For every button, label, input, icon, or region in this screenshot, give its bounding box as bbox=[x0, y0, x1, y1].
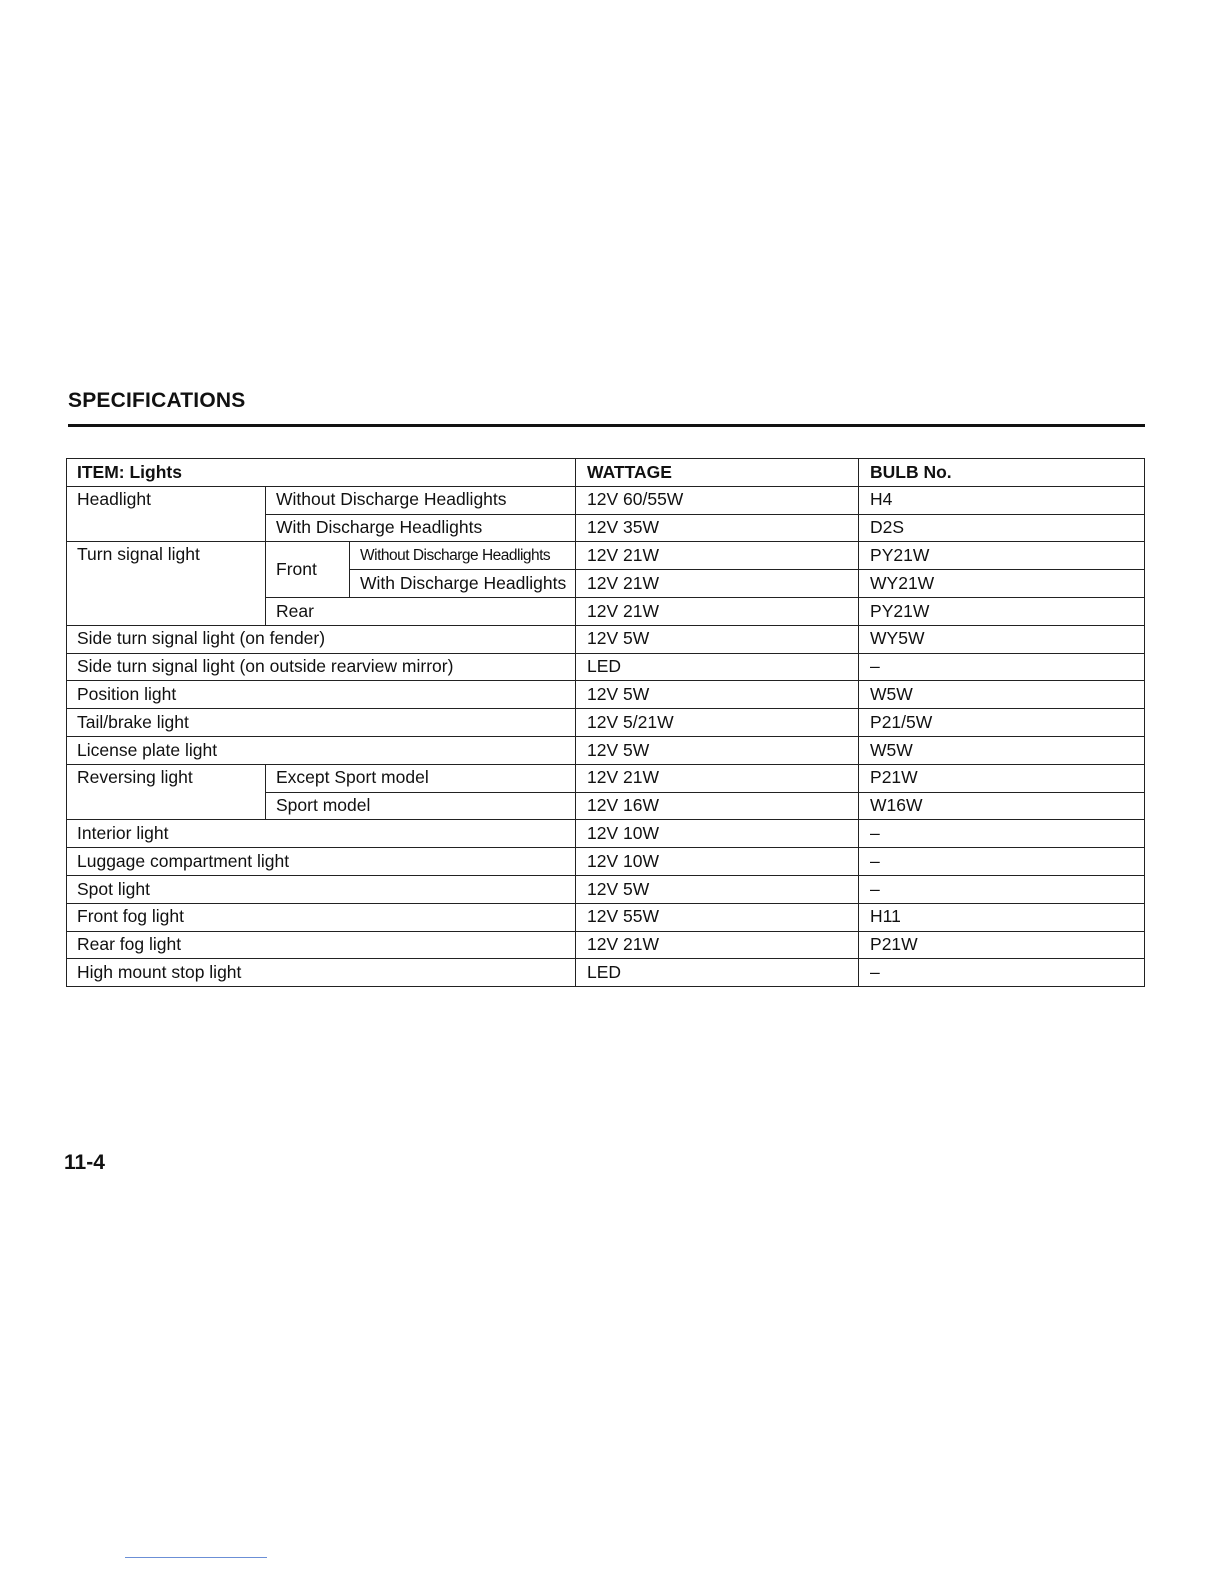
table-row bbox=[67, 931, 1145, 959]
table-row bbox=[67, 542, 1145, 570]
item-label: Front fog light bbox=[67, 903, 576, 931]
subitem-label: Without Discharge Headlights bbox=[266, 486, 576, 514]
title-divider bbox=[68, 424, 1145, 427]
item-label: Position light bbox=[67, 681, 576, 709]
bulb-cell: PY21W bbox=[859, 597, 1145, 625]
bulb-cell: P21W bbox=[859, 931, 1145, 959]
subitem-label: With Discharge Headlights bbox=[350, 570, 576, 598]
bulb-cell: P21W bbox=[859, 764, 1145, 792]
item-label: Side turn signal light (on fender) bbox=[67, 625, 576, 653]
wattage-cell: LED bbox=[576, 959, 859, 987]
subitem-label: Without Discharge Headlights bbox=[350, 542, 576, 570]
bulb-cell: PY21W bbox=[859, 542, 1145, 570]
bulb-spec-table bbox=[66, 458, 1145, 987]
bulb-cell: – bbox=[859, 875, 1145, 903]
header-wattage: WATTAGE bbox=[576, 459, 859, 487]
wattage-cell: 12V 21W bbox=[576, 597, 859, 625]
bulb-cell: P21/5W bbox=[859, 709, 1145, 737]
bulb-cell: WY21W bbox=[859, 570, 1145, 598]
footer-link-underline bbox=[125, 1557, 267, 1558]
table-row bbox=[67, 959, 1145, 987]
wattage-cell: LED bbox=[576, 653, 859, 681]
wattage-cell: 12V 5W bbox=[576, 681, 859, 709]
bulb-cell: – bbox=[859, 653, 1145, 681]
bulb-cell: – bbox=[859, 848, 1145, 876]
bulb-cell: – bbox=[859, 820, 1145, 848]
wattage-cell: 12V 5/21W bbox=[576, 709, 859, 737]
wattage-cell: 12V 5W bbox=[576, 875, 859, 903]
wattage-cell: 12V 21W bbox=[576, 931, 859, 959]
item-label: Interior light bbox=[67, 820, 576, 848]
wattage-cell: 12V 21W bbox=[576, 570, 859, 598]
header-item: ITEM: Lights bbox=[67, 459, 576, 487]
table-row bbox=[67, 625, 1145, 653]
table-row bbox=[67, 736, 1145, 764]
wattage-cell: 12V 10W bbox=[576, 848, 859, 876]
subitem-front: Front bbox=[266, 542, 350, 598]
subitem-label: Except Sport model bbox=[266, 764, 576, 792]
wattage-cell: 12V 21W bbox=[576, 542, 859, 570]
item-label: License plate light bbox=[67, 736, 576, 764]
subitem-label: With Discharge Headlights bbox=[266, 514, 576, 542]
page-number: 11-4 bbox=[64, 1151, 105, 1174]
table-row bbox=[67, 875, 1145, 903]
item-label: Luggage compartment light bbox=[67, 848, 576, 876]
item-reversing: Reversing light bbox=[67, 764, 266, 820]
header-bulb: BULB No. bbox=[859, 459, 1145, 487]
wattage-cell: 12V 60/55W bbox=[576, 486, 859, 514]
bulb-cell: – bbox=[859, 959, 1145, 987]
wattage-cell: 12V 21W bbox=[576, 764, 859, 792]
wattage-cell: 12V 10W bbox=[576, 820, 859, 848]
wattage-cell: 12V 5W bbox=[576, 625, 859, 653]
table-row bbox=[67, 903, 1145, 931]
subitem-label: Rear bbox=[266, 597, 576, 625]
table-row bbox=[67, 764, 1145, 792]
item-label: Rear fog light bbox=[67, 931, 576, 959]
table-row bbox=[67, 681, 1145, 709]
wattage-cell: 12V 5W bbox=[576, 736, 859, 764]
bulb-cell: W5W bbox=[859, 736, 1145, 764]
table-row bbox=[67, 486, 1145, 514]
bulb-cell: WY5W bbox=[859, 625, 1145, 653]
subitem-label: Sport model bbox=[266, 792, 576, 820]
wattage-cell: 12V 55W bbox=[576, 903, 859, 931]
wattage-cell: 12V 35W bbox=[576, 514, 859, 542]
bulb-cell: H4 bbox=[859, 486, 1145, 514]
bulb-cell: W5W bbox=[859, 681, 1145, 709]
bulb-cell: W16W bbox=[859, 792, 1145, 820]
table-row bbox=[67, 709, 1145, 737]
table-row bbox=[67, 653, 1145, 681]
item-label: Side turn signal light (on outside rearview mirror) bbox=[67, 653, 576, 681]
table-header-row bbox=[67, 459, 1145, 487]
item-headlight: Headlight bbox=[67, 486, 266, 542]
item-turn-signal: Turn signal light bbox=[67, 542, 266, 625]
bulb-cell: D2S bbox=[859, 514, 1145, 542]
page-title: SPECIFICATIONS bbox=[68, 389, 246, 412]
table-row bbox=[67, 848, 1145, 876]
table-row bbox=[67, 820, 1145, 848]
item-label: Spot light bbox=[67, 875, 576, 903]
item-label: High mount stop light bbox=[67, 959, 576, 987]
wattage-cell: 12V 16W bbox=[576, 792, 859, 820]
item-label: Tail/brake light bbox=[67, 709, 576, 737]
bulb-cell: H11 bbox=[859, 903, 1145, 931]
